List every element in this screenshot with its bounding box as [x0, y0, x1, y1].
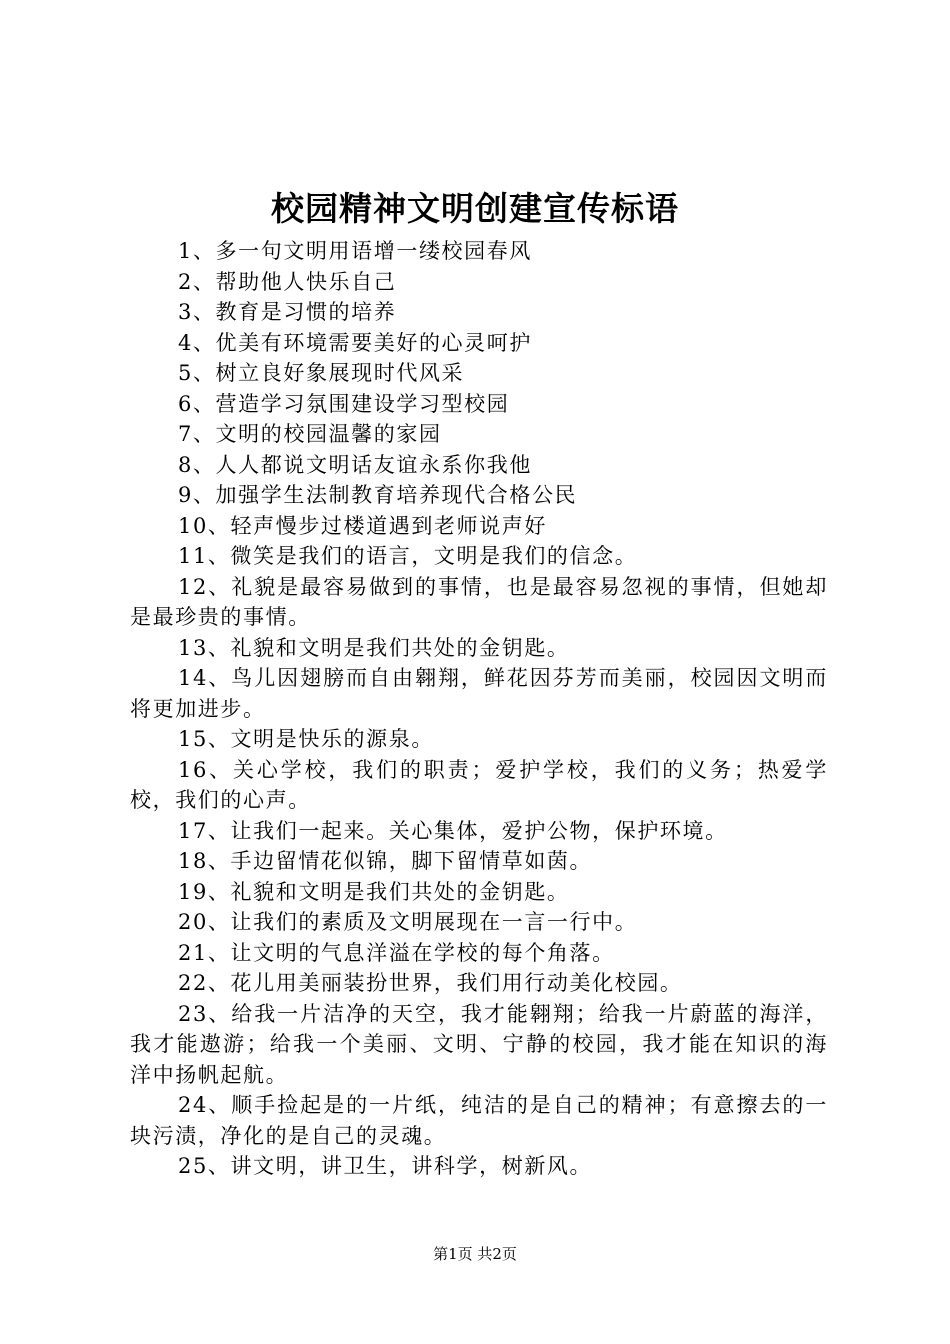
list-item: 23、给我一片洁净的天空，我才能翱翔；给我一片蔚蓝的海洋，我才能遨游；给我一个美丽、文明、宁静的校园，我才能在知识的海洋中扬帆起航。	[130, 1001, 828, 1087]
list-item: 15、文明是快乐的源泉。	[178, 727, 434, 751]
list-item: 12、礼貌是最容易做到的事情，也是最容易忽视的事情，但她却是最珍贵的事情。	[130, 574, 828, 629]
list-item: 9、加强学生法制教育培养现代合格公民	[178, 483, 578, 507]
list-item: 3、教育是习惯的培养	[178, 300, 397, 324]
list-item: 20、让我们的素质及文明展现在一言一行中。	[178, 910, 638, 934]
list-item: 16、关心学校，我们的职责；爱护学校，我们的义务；热爱学校，我们的心声。	[130, 757, 828, 812]
list-item: 19、礼貌和文明是我们共处的金钥匙。	[178, 879, 570, 904]
list-item: 17、让我们一起来。关心集体，爱护公物，保护环境。	[178, 818, 728, 843]
list-item: 14、鸟儿因翅膀而自由翱翔，鲜花因芬芳而美丽，校园因文明而将更加进步。	[130, 666, 828, 721]
list-item: 6、营造学习氛围建设学习型校园	[178, 391, 510, 416]
page-footer: 第1页 共2页	[433, 1245, 517, 1263]
list-item: 21、让文明的气息洋溢在学校的每个角落。	[178, 940, 615, 965]
list-item: 5、树立良好象展现时代风采	[178, 361, 465, 385]
list-item: 13、礼貌和文明是我们共处的金钥匙。	[178, 635, 570, 660]
slogan-list	[130, 236, 828, 1182]
list-item: 11、微笑是我们的语言，文明是我们的信念。	[178, 544, 638, 568]
list-item: 18、手边留情花似锦，脚下留情草如茵。	[178, 849, 593, 873]
list-item: 24、顺手捡起是的一片纸，纯洁的是自己的精神；有意擦去的一块污渍，净化的是自己的灵魂。	[130, 1093, 828, 1148]
list-item: 22、花儿用美丽装扮世界，我们用行动美化校园。	[178, 971, 683, 995]
list-item: 8、人人都说文明话友谊永系你我他	[178, 452, 532, 477]
list-item: 1、多一句文明用语增一缕校园春风	[178, 239, 532, 263]
list-item: 7、文明的校园温馨的家园	[178, 422, 442, 446]
document-title: 校园精神文明创建宣传标语	[271, 189, 679, 228]
list-item: 25、讲文明，讲卫生，讲科学，树新风。	[178, 1154, 593, 1178]
list-item: 2、帮助他人快乐自己	[178, 269, 397, 294]
list-item: 4、优美有环境需要美好的心灵呵护	[178, 330, 532, 355]
list-item: 10、轻声慢步过楼道遇到老师说声好	[178, 513, 547, 538]
